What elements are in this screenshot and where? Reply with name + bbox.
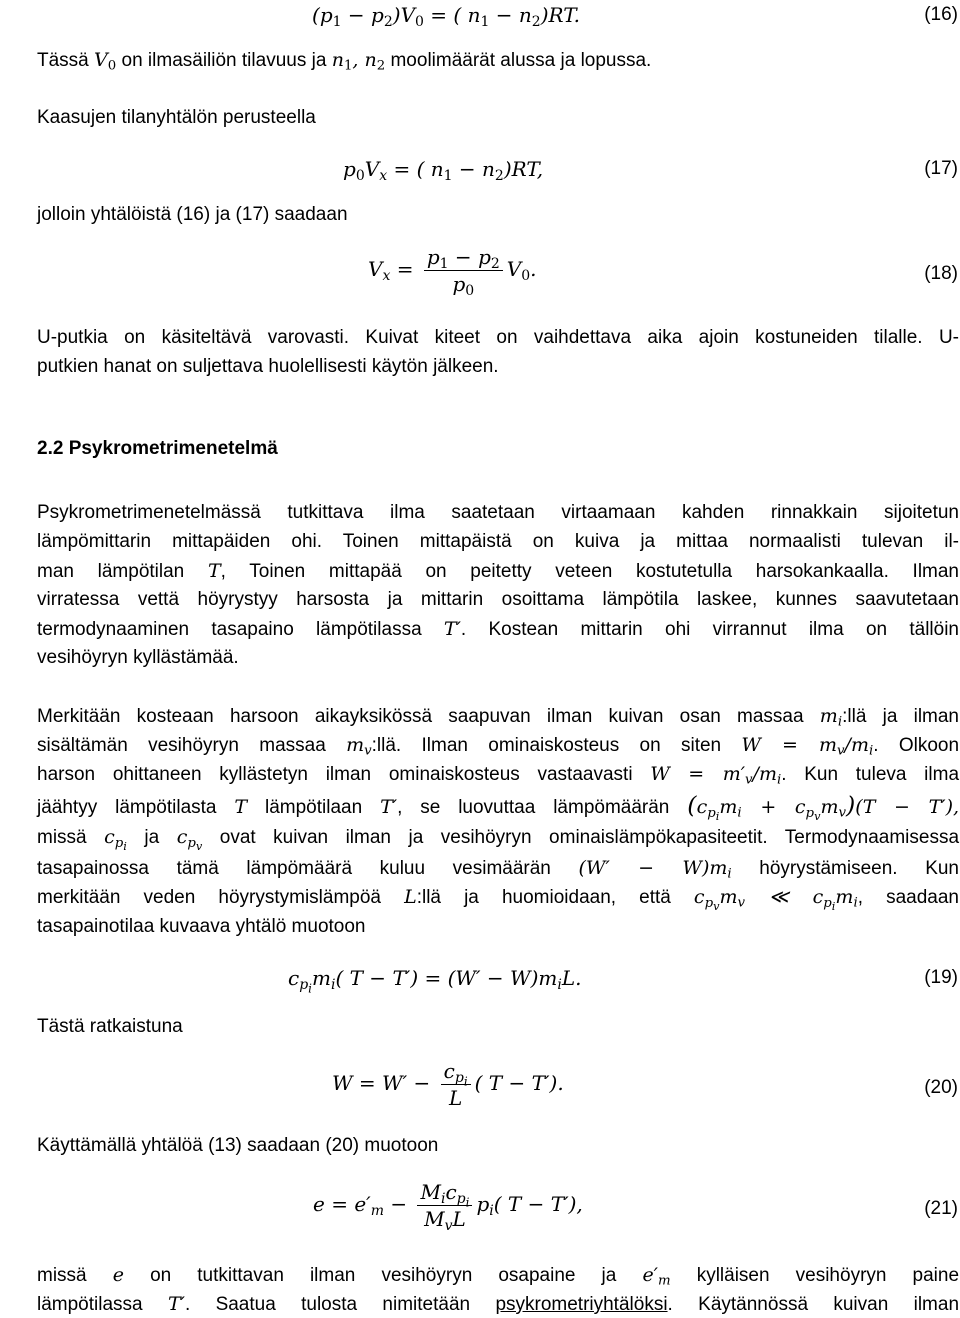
- text-line: missä e on tutkittavan ilman vesihöyryn osapaine ja $e'_m$ kylläisen vesihöyryn paine: [37, 1264, 960, 1289]
- equation-20: W = W′ − $\frac{c_{p_i}}{L}$ ( T − T′).: [332, 1059, 564, 1110]
- equation-number-16: (16): [924, 4, 958, 25]
- equation-number-18: (18): [924, 263, 958, 284]
- text-line: lämpötilassa T′. Saatua tulosta nimitetään psykrometriyhtälöksi. Käytännössä kuivan ilman: [37, 1293, 960, 1315]
- equation-number-17: (17): [924, 158, 958, 179]
- text-line: harson ohittaneen kyllästetyn ilman ominaiskosteus vastaavasti $W = m'_v/m_i$. Kun tuleva ilma: [37, 763, 960, 788]
- equation-21: $e = e'_m$ − $\frac{M_ic_{p_i}}{M_vL}$ $p_i$( T − T′),: [313, 1180, 583, 1234]
- text-line: termodynaaminen tasapaino lämpötilassa T′. Kostean mittarin ohi virrannut ilma on tällöin: [37, 618, 959, 640]
- text-line: tasapainossa tämä lämpömäärä kuluu vesimäärän $(W' - W)m_i$ höyrystämiseen. Kun: [37, 857, 959, 882]
- text-line: putkien hanat on suljettava huolellisesti käytön jälkeen.: [37, 356, 499, 377]
- text-line: missä $c_{p_i}$ ja $c_{p_v}$ ovat kuivan ilman ja vesihöyryn ominaislämpökapasiteetit. Termodynaamisessa: [37, 826, 960, 853]
- text-line: Psykrometrimenetelmässä tutkittava ilma saatetaan virtaamaan kahden rinnakkain sijoitetun: [37, 502, 959, 523]
- text-line: man lämpötilan T, Toinen mittapää on peitetty veteen kostutetulla harsokankaalla. Ilman: [37, 560, 959, 582]
- text-line: Käyttämällä yhtälöä (13) saadaan (20) muotoon: [37, 1135, 439, 1156]
- equation-number-21: (21): [924, 1198, 958, 1219]
- text-line: virratessa vettä höyrystyy harsosta ja mittarin osoittama lämpötila laskee, kunnes saavutetaan: [37, 589, 959, 610]
- text-line: Kaasujen tilanyhtälön perusteella: [37, 107, 316, 128]
- text-line: sisältämän vesihöyryn massaa $m_v:llä$. Ilman ominaiskosteus on siten $W = m_v/m_i$. Olkoon: [37, 734, 960, 759]
- text-line: jolloin yhtälöistä (16) ja (17) saadaan: [37, 204, 348, 225]
- text-line: tasapainotilaa kuvaava yhtälö muotoon: [37, 916, 366, 937]
- text-line: Tässä $V_0$ on ilmasäiliön tilavuus ja $n_1$, $n_2$ moolimäärät alussa ja lopussa.: [37, 49, 652, 74]
- equation-17: $p_0V_x$ = ( $n_1 - n_2)RT$,: [343, 157, 544, 184]
- text-line: lämpömittarin mittapäiden ohi. Toinen mittapäistä on kuiva ja mittaa normaalisti tulevan il-: [37, 531, 959, 552]
- section-heading: 2.2 Psykrometrimenetelmä: [37, 438, 278, 459]
- equation-16: $(p_1 - p_2)V_0$ = ( $n_1 - n_2)RT$.: [312, 3, 580, 30]
- equation-number-19: (19): [924, 967, 958, 988]
- text-line: U-putkia on käsiteltävä varovasti. Kuivat kiteet on vaihdettava aika ajoin kostuneiden tilalle. U-: [37, 327, 959, 348]
- text-line: vesihöyryn kyllästämää.: [37, 647, 239, 668]
- equation-number-20: (20): [924, 1077, 958, 1098]
- text-line: Tästä ratkaistuna: [37, 1016, 183, 1037]
- text-line: Merkitään kosteaan harsoon aikayksikössä saapuvan ilman kuivan osan massaa $m_i:llä$ ja ilman: [37, 705, 960, 730]
- equation-19: $c_{p_i}m_i$( $T - T') = (W' - W)m_iL$.: [288, 966, 582, 996]
- psykrometriyhtalo-link[interactable]: psykrometriyhtälöksi: [495, 1294, 668, 1315]
- text-line: merkitään veden höyrystymislämpöä L:llä ja huomioidaan, että $c_{p_v}m_v$ ≪ $c_{p_i}m_i$, saadaan: [37, 886, 959, 913]
- equation-18: $V_x$ = $\frac{p_1 - p_2}{p_0}$ $V_0$.: [368, 245, 537, 299]
- text-line: jäähtyy lämpötilasta T lämpötilaan T′, se luovuttaa lämpömäärän $(c_{p_i}m_i + c_{p_v}m_v)(T - T')$,: [37, 791, 960, 823]
